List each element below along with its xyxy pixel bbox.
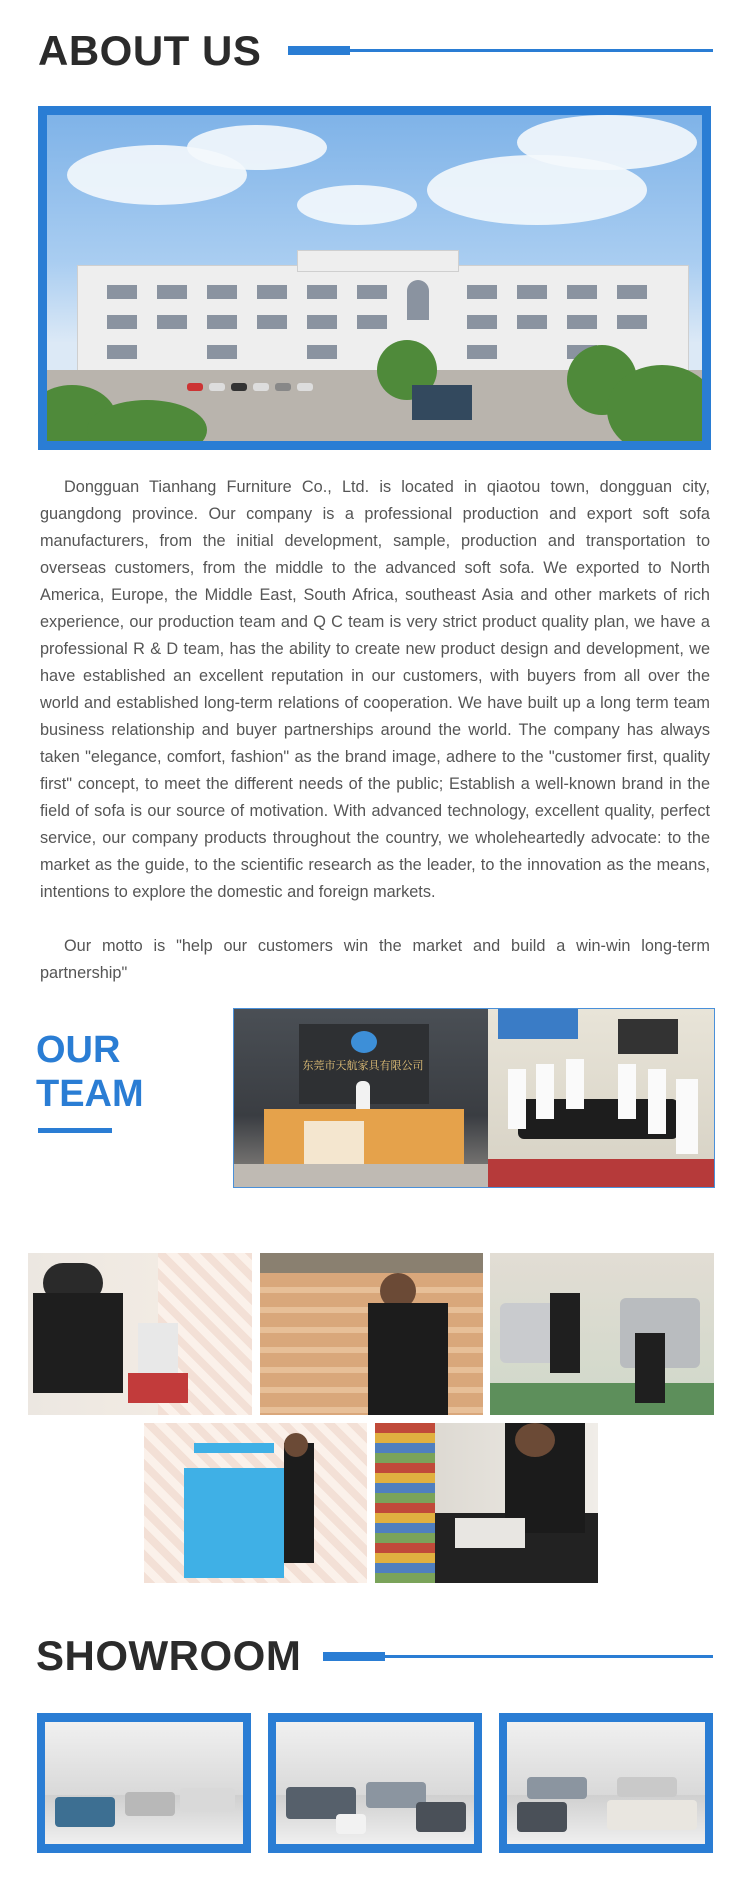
- about-paragraph-2: Our motto is "help our customers win the market and build a win-win long-term partnership": [40, 937, 710, 982]
- production-photo-4: [144, 1423, 367, 1583]
- team-photos: [233, 1008, 715, 1188]
- showroom-photo-frame-2: [268, 1713, 482, 1853]
- showroom-photo-frame-3: [499, 1713, 713, 1853]
- factory-photo: [47, 115, 702, 441]
- production-photo-3: [490, 1253, 714, 1415]
- reception-photo: [234, 1009, 488, 1187]
- about-paragraph-1: Dongguan Tianhang Furniture Co., Ltd. is located in qiaotou town, dongguan city, guangdong province. Our company is a professional production and export soft sofa manufacturers, from the initial development, sample, production and transportation to overseas customers, from the middle to the advanced soft sofa. We exported to North America, Europe, the Middle East, South Africa, southeast Asia and other markets of rich experience, our production team and Q C team is very strict product quality plan, we have a professional R & D team, has the ability to create new product design and development, we have established an excellent reputation in our customers, with buyers from all over the world and established long-term relations of cooperation. We have built up a long term team business relationship and buyer partnerships around the world. The company has always taken "elegance, comfort, fashion" as the brand image, adhere to the "customer first, quality first" concept, to meet the different needs of the public; Establish a well-known brand in the field of sofa is our source of motivation. With advanced technology, excellent quality, perfect service, our company products throughout the country, we wholeheartedly advocate: to the market as the guide, to the scientific research as the leader, to the innovation as the means, intentions to explore the domestic and foreign markets.: [40, 478, 710, 901]
- team-title-line2: TEAM: [36, 1073, 144, 1115]
- showroom-photo-frame-1: [37, 1713, 251, 1853]
- team-title: [36, 1028, 144, 1116]
- production-photo-2: [260, 1253, 483, 1415]
- about-title-rule: [288, 49, 713, 52]
- team-title-underline: [38, 1128, 112, 1133]
- showroom-photo-1: [45, 1722, 243, 1844]
- factory-photo-frame: [38, 106, 711, 450]
- about-title: ABOUT US: [38, 27, 262, 74]
- production-photo-1: [28, 1253, 252, 1415]
- showroom-title-rule-accent: [323, 1652, 385, 1661]
- about-title-rule-accent: [288, 46, 350, 55]
- showroom-title: SHOWROOM: [36, 1632, 302, 1679]
- meeting-photo: [488, 1009, 714, 1187]
- reception-sign-text: 东莞市天航家具有限公司: [302, 1059, 424, 1072]
- production-photo-5: [375, 1423, 598, 1583]
- showroom-photo-2: [276, 1722, 474, 1844]
- team-title-line1: OUR: [36, 1029, 121, 1071]
- showroom-photo-3: [507, 1722, 705, 1844]
